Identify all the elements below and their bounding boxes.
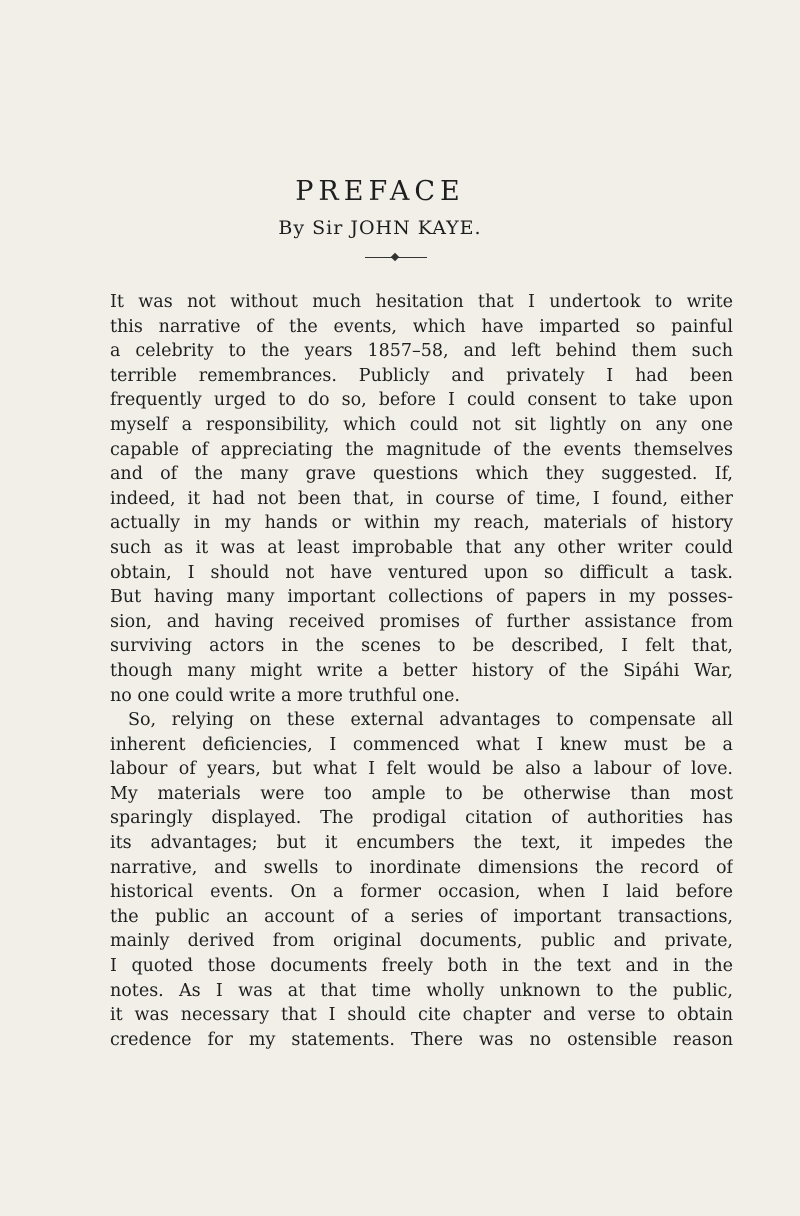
text-line: surviving actors in the scenes to be described, I felt that, xyxy=(110,636,733,657)
text-line: notes. As I was at that time wholly unknown to the public, xyxy=(110,980,733,1001)
heading xyxy=(0,175,800,241)
text-line: narrative, and swells to inordinate dimensions the record of xyxy=(110,857,733,878)
text-line: and of the many grave questions which they suggested. If, xyxy=(110,464,733,485)
text-line: My materials were too ample to be otherwise than most xyxy=(110,783,733,804)
text-line: though many might write a better history of the Sipáhi War, xyxy=(110,660,733,681)
text-line: no one could write a more truthful one. xyxy=(110,685,460,706)
text-line: the public an account of a series of important transactions, xyxy=(110,906,733,927)
text-line: historical events. On a former occasion, when I laid before xyxy=(110,882,733,903)
rule-diamond-ornament xyxy=(391,253,399,261)
text-line: indeed, it had not been that, in course of time, I found, either xyxy=(110,488,733,509)
text-line: a celebrity to the years 1857–58, and left behind them such xyxy=(110,341,733,362)
text-line: myself a responsibility, which could not sit lightly on any one xyxy=(110,414,733,435)
text-line: such as it was at least improbable that any other writer could xyxy=(110,537,733,558)
text-line: obtain, I should not have ventured upon so difficult a task. xyxy=(110,562,733,583)
text-line: frequently urged to do so, before I could consent to take upon xyxy=(110,390,733,411)
text-line: this narrative of the events, which have imparted so painful xyxy=(110,316,733,337)
text-line: So, relying on these external advantages to compensate all xyxy=(128,710,733,731)
text-line: sparingly displayed. The prodigal citation of authorities has xyxy=(110,808,733,829)
text-line: credence for my statements. There was no ostensible reason xyxy=(110,1029,733,1050)
byline: By Sir JOHN KAYE. xyxy=(278,217,482,239)
text-line: it was necessary that I should cite chapter and verse to obtain xyxy=(110,1005,733,1026)
text-line: terrible remembrances. Publicly and privately I had been xyxy=(110,365,733,386)
text-line: I quoted those documents freely both in the text and in the xyxy=(110,956,733,977)
text-line: It was not without much hesitation that I undertook to write xyxy=(110,292,733,312)
text-line: actually in my hands or within my reach, materials of history xyxy=(110,513,733,534)
text-line: capable of appreciating the magnitude of the events themselves xyxy=(110,439,733,460)
text-line: labour of years, but what I felt would be also a labour of love. xyxy=(110,759,733,780)
text-line: sion, and having received promises of further assistance from xyxy=(110,611,733,632)
text-line: mainly derived from original documents, public and private, xyxy=(110,931,733,952)
text-line: inherent deficiencies, I commenced what I knew must be a xyxy=(110,734,733,755)
page-title: PREFACE xyxy=(295,176,465,207)
text-line: But having many important collections of papers in my posses- xyxy=(110,587,733,608)
body-text xyxy=(110,290,733,1052)
text-line: its advantages; but it encumbers the text, it impedes the xyxy=(110,833,733,854)
